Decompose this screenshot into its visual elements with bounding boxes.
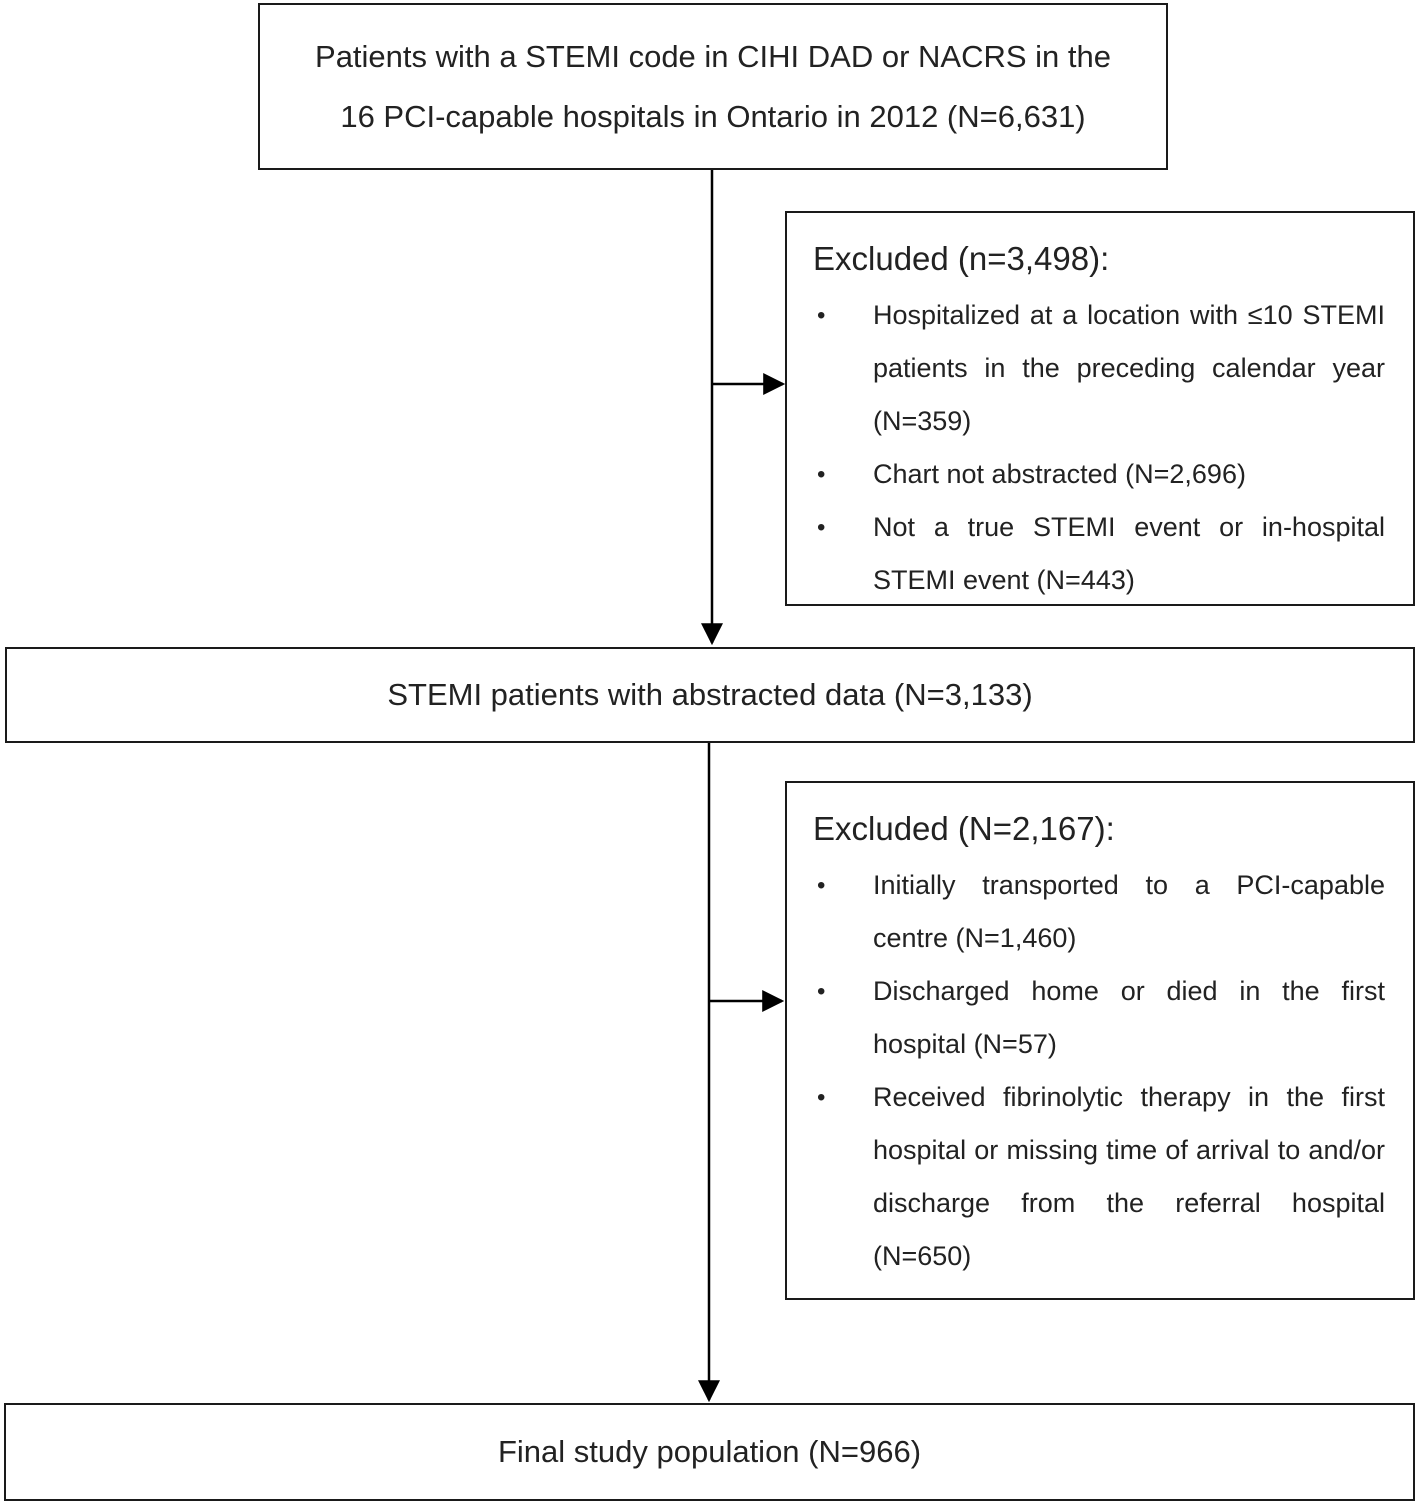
bullet-icon: •	[817, 872, 826, 899]
abstracted-cohort-label: STEMI patients with abstracted data (N=3,133)	[387, 677, 1033, 712]
bullet-icon: •	[817, 978, 826, 1005]
exclusion-1-item-text: Not a true STEMI event or in-hospital STEMI event (N=443)	[873, 512, 1385, 595]
bullet-icon: •	[817, 1084, 826, 1111]
initial-cohort-line: Patients with a STEMI code in CIHI DAD or NACRS in the	[315, 38, 1111, 74]
exclusion-box-2	[785, 781, 1415, 1300]
exclusion-2-title: Excluded (N=2,167):	[813, 810, 1115, 847]
exclusion-2-item-text: Discharged home or died in the first hospital (N=57)	[873, 976, 1385, 1059]
abstracted-cohort-box	[5, 647, 1415, 743]
exclusion-1-item	[813, 448, 1385, 501]
initial-cohort-line: 16 PCI-capable hospitals in Ontario in 2012 (N=6,631)	[340, 98, 1086, 134]
final-population-box	[4, 1403, 1415, 1501]
bullet-icon: •	[817, 302, 826, 329]
exclusion-1-item-text: Hospitalized at a location with ≤10 STEMI patients in the preceding calendar year (N=359)	[873, 300, 1385, 436]
exclusion-2-item-text: Received fibrinolytic therapy in the first hospital or missing time of arrival to and/or discharge from the referral hospital (N=650)	[873, 1082, 1385, 1271]
exclusion-1-list	[813, 289, 1385, 607]
exclusion-2-item-text: Initially transported to a PCI-capable centre (N=1,460)	[873, 870, 1385, 953]
exclusion-1-item-text: Chart not abstracted (N=2,696)	[873, 459, 1246, 489]
exclusion-1-item	[813, 289, 1385, 448]
exclusion-box-1	[785, 211, 1415, 606]
exclusion-2-item	[813, 859, 1385, 965]
initial-cohort-box	[258, 3, 1168, 170]
bullet-icon: •	[817, 461, 826, 488]
exclusion-2-item	[813, 1071, 1385, 1283]
exclusion-2-item	[813, 965, 1385, 1071]
exclusion-1-item	[813, 501, 1385, 607]
final-population-label: Final study population (N=966)	[497, 1434, 922, 1469]
bullet-icon: •	[817, 514, 826, 541]
exclusion-2-list	[813, 859, 1385, 1283]
initial-cohort-text	[315, 27, 1111, 147]
exclusion-1-title: Excluded (n=3,498):	[813, 240, 1110, 277]
